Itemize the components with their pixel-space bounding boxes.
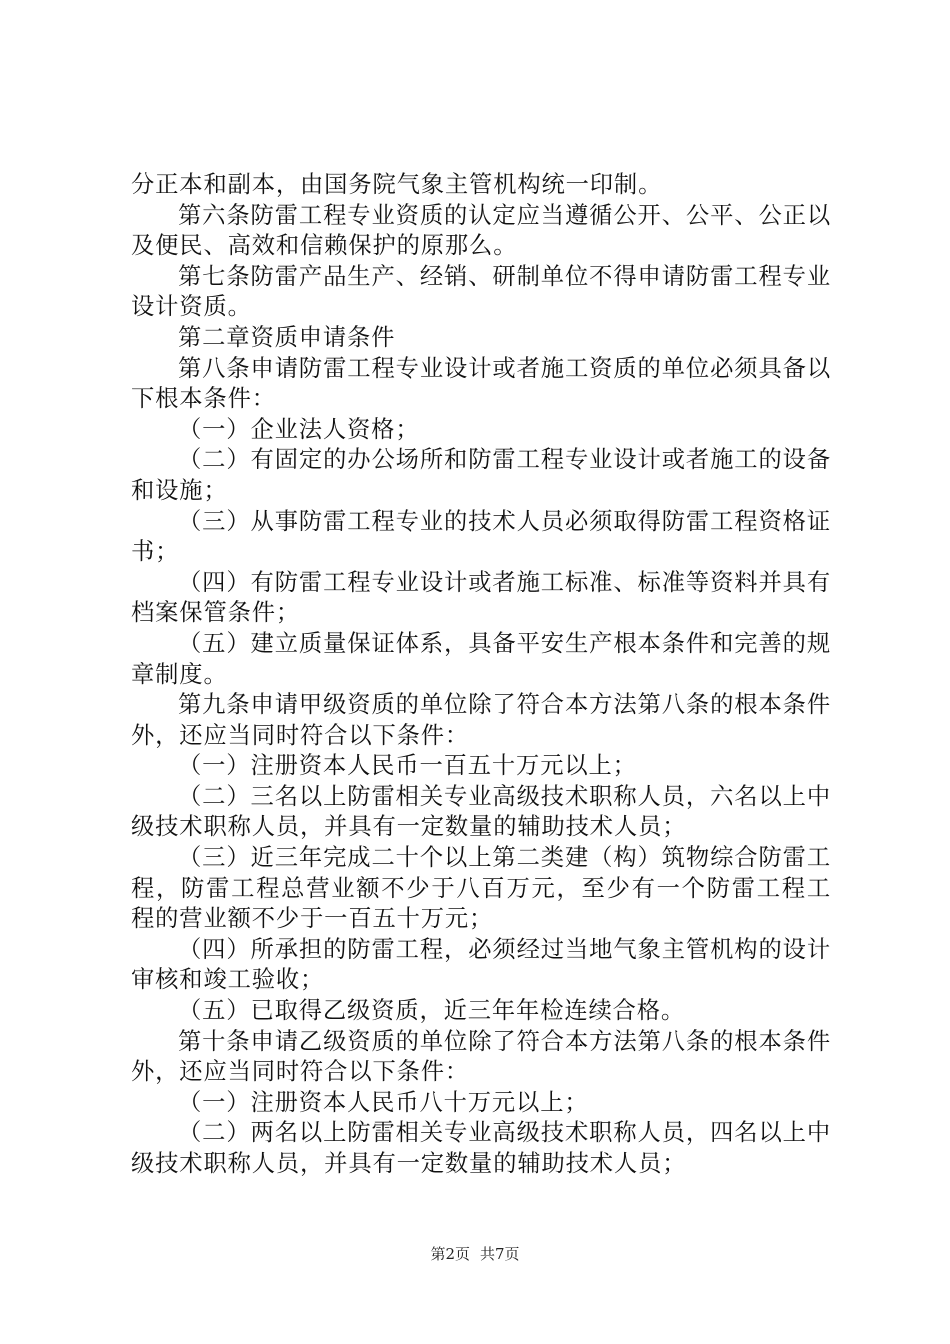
paragraph: 第八条申请防雷工程专业设计或者施工资质的单位必须具备以下根本条件： — [131, 354, 831, 413]
paragraph: （四）所承担的防雷工程，必须经过当地气象主管机构的设计审核和竣工验收； — [131, 935, 831, 994]
paragraph: （一）注册资本人民币一百五十万元以上； — [178, 752, 637, 780]
paragraph: （二）有固定的办公场所和防雷工程专业设计或者施工的设备和设施； — [131, 446, 831, 504]
paragraph: （四）有防雷工程专业设计或者施工标准、标准等资料并具有档案保管条件； — [131, 568, 831, 627]
page-footer — [0, 1244, 950, 1264]
paragraph: （五）已取得乙级资质，近三年年检连续合格。 — [178, 997, 686, 1025]
chapter-heading: 第二章资质申请条件 — [178, 323, 396, 351]
paragraph: 第七条防雷产品生产、经销、研制单位不得申请防雷工程专业设计资质。 — [131, 262, 831, 321]
paragraph: 第六条防雷工程专业资质的认定应当遵循公开、公平、公正以及便民、高效和信赖保护的原那么。 — [131, 201, 831, 260]
document-body — [131, 170, 831, 1180]
paragraph: （一）注册资本人民币八十万元以上； — [178, 1088, 589, 1116]
paragraph: （三）从事防雷工程专业的技术人员必须取得防雷工程资格证书； — [131, 507, 831, 566]
page-total: 共7页 — [480, 1245, 520, 1263]
page-number: 第2页 — [430, 1245, 470, 1263]
paragraph: 第九条申请甲级资质的单位除了符合本方法第八条的根本条件外，还应当同时符合以下条件： — [131, 691, 831, 749]
paragraph: 第十条申请乙级资质的单位除了符合本方法第八条的根本条件外，还应当同时符合以下条件： — [131, 1027, 831, 1086]
paragraph: 分正本和副本，由国务院气象主管机构统一印制。 — [131, 171, 663, 198]
paragraph: （二）三名以上防雷相关专业高级技术职称人员，六名以上中级技术职称人员，并具有一定数量的辅助技术人员； — [131, 782, 831, 841]
paragraph: （一）企业法人资格； — [178, 415, 420, 443]
paragraph: （二）两名以上防雷相关专业高级技术职称人员，四名以上中级技术职称人员，并具有一定数量的辅助技术人员； — [131, 1119, 831, 1177]
paragraph: （三）近三年完成二十个以上第二类建（构）筑物综合防雷工程，防雷工程总营业额不少于八百万元，至少有一个防雷工程工程的营业额不少于一百五十万元； — [131, 844, 831, 933]
paragraph: （五）建立质量保证体系，具备平安生产根本条件和完善的规章制度。 — [131, 629, 831, 688]
